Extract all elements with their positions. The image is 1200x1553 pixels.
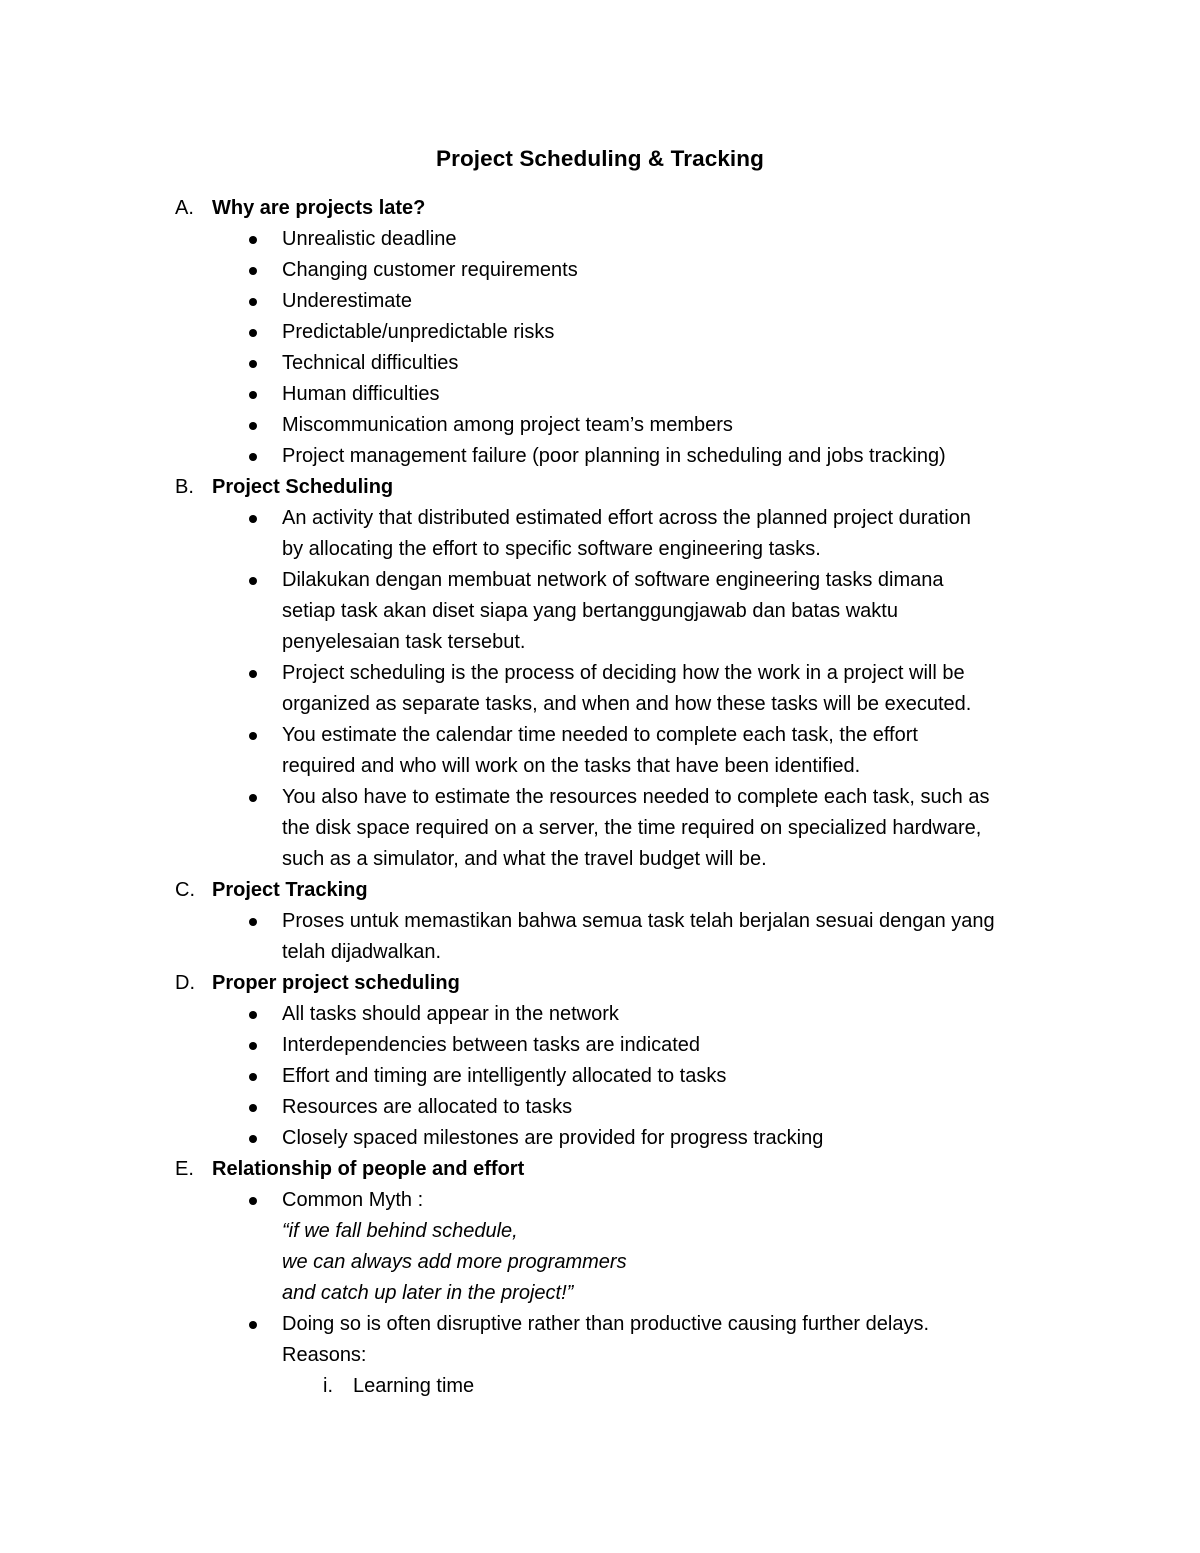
bullet-icon (249, 515, 257, 523)
bullet-icon (249, 1011, 257, 1019)
bullet-text: penyelesaian task tersebut. (282, 631, 526, 653)
bullet-item (0, 1309, 1200, 1371)
section-title: Project Scheduling (212, 476, 394, 498)
bullet-icon (249, 360, 257, 368)
document-body (0, 193, 1200, 1402)
bullet-icon (249, 1197, 257, 1205)
section-heading (0, 1154, 1200, 1185)
bullet-item (0, 348, 1200, 379)
bullet-text: Technical difficulties (282, 352, 459, 374)
section-heading (0, 193, 1200, 224)
bullet-icon (249, 1321, 257, 1329)
bullet-icon (249, 236, 257, 244)
section-title: Why are projects late? (212, 197, 426, 219)
section-heading (0, 472, 1200, 503)
bullet-icon (249, 732, 257, 740)
bullet-text: Interdependencies between tasks are indicated (282, 1034, 701, 1056)
bullet-item (0, 565, 1200, 658)
bullet-icon (249, 918, 257, 926)
bullet-icon (249, 422, 257, 430)
bullet-text: Project management failure (poor planning in scheduling and jobs tracking) (282, 445, 946, 467)
bullet-icon (249, 670, 257, 678)
bullet-icon (249, 794, 257, 802)
bullet-item (0, 1061, 1200, 1092)
bullet-item (0, 658, 1200, 720)
bullet-icon (249, 298, 257, 306)
bullet-text: setiap task akan diset siapa yang bertanggungjawab dan batas waktu (282, 600, 898, 622)
section-letter: D. (175, 972, 195, 994)
bullet-text: by allocating the effort to specific software engineering tasks. (282, 538, 821, 560)
bullet-text: such as a simulator, and what the travel budget will be. (282, 848, 767, 870)
bullet-icon (249, 453, 257, 461)
myth-quote-line: and catch up later in the project!” (282, 1282, 574, 1304)
bullet-text: Unrealistic deadline (282, 228, 457, 250)
bullet-icon (249, 577, 257, 585)
bullet-item (0, 1092, 1200, 1123)
section-letter: A. (175, 197, 194, 219)
sub-list-item (0, 1371, 1200, 1402)
bullet-item (0, 1123, 1200, 1154)
bullet-item (0, 286, 1200, 317)
bullet-text: Miscommunication among project team’s members (282, 414, 733, 436)
bullet-item (0, 317, 1200, 348)
page-title: Project Scheduling & Tracking (436, 146, 764, 171)
bullet-item (0, 224, 1200, 255)
section-heading (0, 875, 1200, 906)
bullet-text: You also have to estimate the resources needed to complete each task, such as (282, 786, 990, 808)
bullet-item (0, 441, 1200, 472)
section-letter: E. (175, 1158, 194, 1180)
bullet-text: Changing customer requirements (282, 259, 578, 281)
bullet-text: All tasks should appear in the network (282, 1003, 619, 1025)
bullet-item (0, 906, 1200, 968)
section-title: Proper project scheduling (212, 972, 460, 994)
section-title: Project Tracking (212, 879, 368, 901)
bullet-text: An activity that distributed estimated effort across the planned project duration (282, 507, 971, 529)
section-letter: B. (175, 476, 194, 498)
sub-item-number: i. (323, 1375, 333, 1397)
section-title: Relationship of people and effort (212, 1158, 525, 1180)
myth-quote-line: we can always add more programmers (282, 1251, 627, 1273)
bullet-text: Resources are allocated to tasks (282, 1096, 573, 1118)
bullet-icon (249, 329, 257, 337)
bullet-text: Doing so is often disruptive rather than productive causing further delays. (282, 1313, 930, 1335)
bullet-text: Proses untuk memastikan bahwa semua task telah berjalan sesuai dengan yang (282, 910, 995, 932)
section-letter: C. (175, 879, 195, 901)
bullet-item (0, 782, 1200, 875)
bullet-text: Closely spaced milestones are provided for progress tracking (282, 1127, 824, 1149)
bullet-text: Effort and timing are intelligently allocated to tasks (282, 1065, 727, 1087)
bullet-text: organized as separate tasks, and when and how these tasks will be executed. (282, 693, 972, 715)
bullet-text: Underestimate (282, 290, 413, 312)
bullet-item (0, 503, 1200, 565)
bullet-icon (249, 1042, 257, 1050)
bullet-text: You estimate the calendar time needed to complete each task, the effort (282, 724, 918, 746)
bullet-item (0, 1030, 1200, 1061)
bullet-item (0, 410, 1200, 441)
bullet-text: Reasons: (282, 1344, 367, 1366)
bullet-icon (249, 391, 257, 399)
bullet-item (0, 999, 1200, 1030)
myth-label: Common Myth : (282, 1189, 424, 1211)
bullet-item (0, 255, 1200, 286)
bullet-icon (249, 1104, 257, 1112)
bullet-icon (249, 267, 257, 275)
bullet-item (0, 379, 1200, 410)
bullet-text: Human difficulties (282, 383, 440, 405)
bullet-item (0, 720, 1200, 782)
bullet-text: Dilakukan dengan membuat network of software engineering tasks dimana (282, 569, 944, 591)
bullet-icon (249, 1073, 257, 1081)
bullet-text: required and who will work on the tasks that have been identified. (282, 755, 861, 777)
myth-quote-line: “if we fall behind schedule, (282, 1220, 518, 1242)
bullet-text: the disk space required on a server, the time required on specialized hardware, (282, 817, 982, 839)
bullet-text: Project scheduling is the process of deciding how the work in a project will be (282, 662, 965, 684)
bullet-icon (249, 1135, 257, 1143)
bullet-text: telah dijadwalkan. (282, 941, 441, 963)
section-heading (0, 968, 1200, 999)
bullet-text: Predictable/unpredictable risks (282, 321, 555, 343)
sub-item-text: Learning time (353, 1375, 475, 1397)
bullet-item (0, 1185, 1200, 1309)
